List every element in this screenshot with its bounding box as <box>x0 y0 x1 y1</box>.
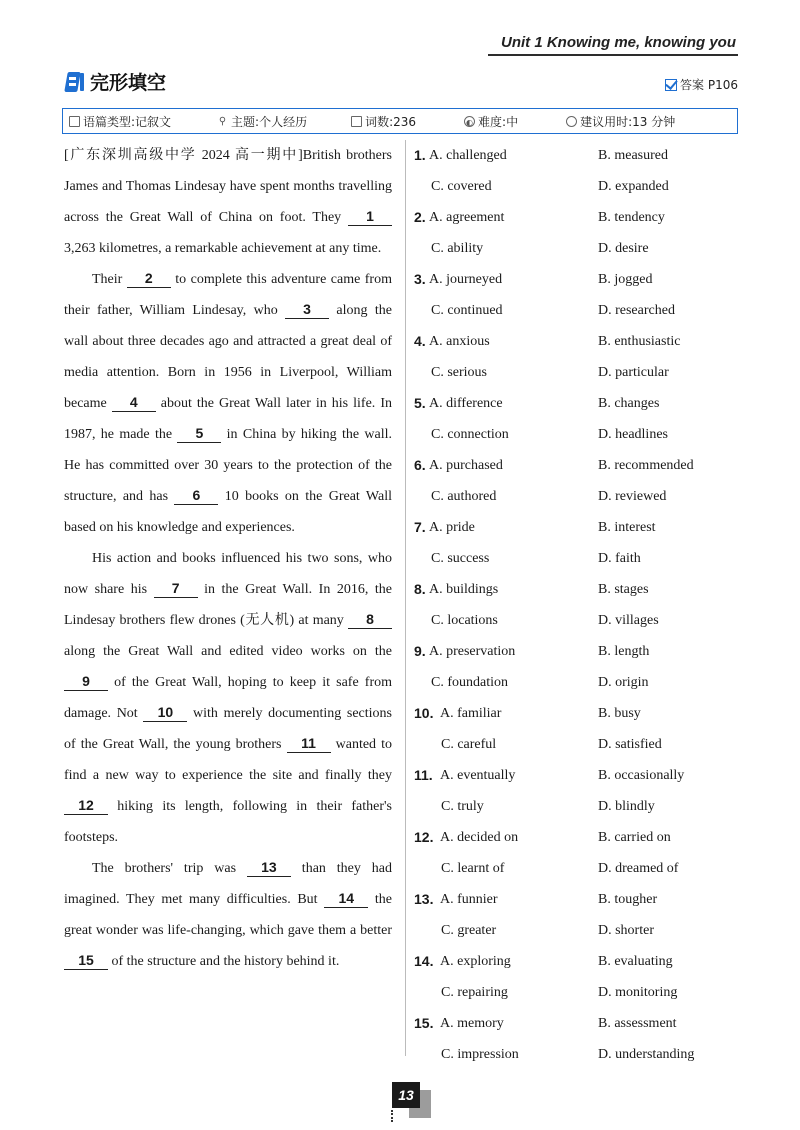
question-row <box>414 233 744 264</box>
count-icon <box>351 116 362 127</box>
difficulty-text: 难度:中 <box>478 114 519 129</box>
answer-ref-text: 答案 P106 <box>680 78 738 92</box>
page-number-badge <box>389 1082 433 1122</box>
blank-1[interactable]: 1 <box>348 207 392 226</box>
genre-text: 语篇类型:记叙文 <box>83 114 172 129</box>
unit-header: Unit 1 Knowing me, knowing you <box>501 34 736 51</box>
option-a[interactable]: A. buildings <box>429 582 499 597</box>
option-c[interactable]: C. success <box>431 551 490 566</box>
word-count-info <box>351 113 416 130</box>
option-d[interactable]: D. villages <box>598 613 659 628</box>
option-c[interactable]: C. locations <box>431 613 498 628</box>
time-info <box>566 113 675 130</box>
blank-11[interactable]: 11 <box>287 734 331 753</box>
option-d[interactable]: D. dreamed of <box>598 861 679 876</box>
option-a[interactable]: A. preservation <box>429 644 516 659</box>
paragraph-4: The brothers' trip was 13 than they had imagined. They met many difficulties. But 14 the great wonder was life-changing, which gave them a better 15 of the structure and the history behind it. <box>64 859 392 969</box>
option-c[interactable]: C. greater <box>441 923 497 938</box>
option-c[interactable]: C. covered <box>431 179 492 194</box>
blank-10[interactable]: 10 <box>143 703 187 722</box>
header-rule <box>488 54 738 56</box>
option-b[interactable]: B. tougher <box>598 892 658 907</box>
question-row <box>414 1008 744 1039</box>
blank-15[interactable]: 15 <box>64 951 108 970</box>
question-number: 1. <box>414 147 426 163</box>
blank-6[interactable]: 6 <box>174 486 218 505</box>
question-row <box>414 698 744 729</box>
option-b[interactable]: B. length <box>598 644 650 659</box>
question-number: 14. <box>414 953 434 969</box>
question-row <box>414 295 744 326</box>
option-b[interactable]: B. interest <box>598 520 656 535</box>
topic-text: 主题:个人经历 <box>231 114 308 129</box>
question-row <box>414 915 744 946</box>
question-number: 10. <box>414 705 434 721</box>
answer-options <box>414 140 744 1070</box>
question-number: 7. <box>414 519 426 535</box>
cloze-passage <box>64 140 392 977</box>
answer-reference <box>665 76 738 93</box>
question-row <box>414 481 744 512</box>
question-number: 5. <box>414 395 426 411</box>
option-b[interactable]: B. occasionally <box>598 768 685 783</box>
option-a[interactable]: A. challenged <box>429 148 507 163</box>
option-b[interactable]: B. assessment <box>598 1016 677 1031</box>
option-a[interactable]: A. exploring <box>440 954 511 969</box>
question-row <box>414 512 744 543</box>
option-c[interactable]: C. careful <box>441 737 497 752</box>
question-row <box>414 357 744 388</box>
option-d[interactable]: D. particular <box>598 365 669 380</box>
option-a[interactable]: A. funnier <box>440 892 498 907</box>
option-d[interactable]: D. headlines <box>598 427 668 442</box>
question-row <box>414 1039 744 1070</box>
option-d[interactable]: D. blindly <box>598 799 655 814</box>
option-a[interactable]: A. familiar <box>440 706 502 721</box>
blank-8[interactable]: 8 <box>348 610 392 629</box>
option-a[interactable]: A. difference <box>429 396 503 411</box>
brush-icon <box>64 70 86 94</box>
question-number: 11. <box>414 767 433 783</box>
question-row <box>414 977 744 1008</box>
option-c[interactable]: C. repairing <box>441 985 508 1000</box>
question-row <box>414 760 744 791</box>
question-number: 13. <box>414 891 434 907</box>
option-d[interactable]: D. expanded <box>598 179 669 194</box>
question-number: 6. <box>414 457 426 473</box>
clock-icon <box>566 116 577 127</box>
option-b[interactable]: B. tendency <box>598 210 665 225</box>
question-row <box>414 574 744 605</box>
question-row <box>414 884 744 915</box>
option-c[interactable]: C. impression <box>441 1047 519 1062</box>
option-a[interactable]: A. memory <box>440 1016 504 1031</box>
question-row <box>414 450 744 481</box>
time-text: 建议用时:13 分钟 <box>580 114 676 129</box>
blank-14[interactable]: 14 <box>324 889 368 908</box>
question-row <box>414 853 744 884</box>
section-title <box>64 68 166 95</box>
question-row <box>414 140 744 171</box>
blank-3[interactable]: 3 <box>285 300 329 319</box>
option-d[interactable]: D. desire <box>598 241 649 256</box>
option-b[interactable]: B. carried on <box>598 830 671 845</box>
page-badge-dots <box>391 1110 393 1122</box>
difficulty-icon: ◐ <box>464 116 475 127</box>
question-row <box>414 171 744 202</box>
question-row <box>414 264 744 295</box>
topic-info <box>217 113 307 130</box>
option-d[interactable]: D. shorter <box>598 923 654 938</box>
question-number: 8. <box>414 581 426 597</box>
blank-12[interactable]: 12 <box>64 796 108 815</box>
option-d[interactable]: D. reviewed <box>598 489 667 504</box>
option-b[interactable]: B. enthusiastic <box>598 334 681 349</box>
question-number: 3. <box>414 271 426 287</box>
blank-4[interactable]: 4 <box>112 393 156 412</box>
genre-info <box>69 113 171 130</box>
option-b[interactable]: B. stages <box>598 582 649 597</box>
info-bar <box>62 108 738 134</box>
question-row <box>414 605 744 636</box>
question-row <box>414 636 744 667</box>
question-row <box>414 791 744 822</box>
question-row <box>414 667 744 698</box>
question-row <box>414 729 744 760</box>
checkbox-icon <box>665 79 677 91</box>
blank-2[interactable]: 2 <box>127 269 171 288</box>
question-row <box>414 946 744 977</box>
option-c[interactable]: C. ability <box>431 241 484 256</box>
difficulty-info <box>464 113 518 130</box>
option-a[interactable]: A. eventually <box>440 768 516 783</box>
option-b[interactable]: B. recommended <box>598 458 694 473</box>
question-number: 15. <box>414 1015 434 1031</box>
blank-13[interactable]: 13 <box>247 858 291 877</box>
page-number: 13 <box>392 1082 420 1108</box>
blank-5[interactable]: 5 <box>177 424 221 443</box>
option-c[interactable]: C. continued <box>431 303 503 318</box>
question-row <box>414 388 744 419</box>
column-divider <box>405 140 406 1056</box>
option-b[interactable]: B. evaluating <box>598 954 673 969</box>
option-b[interactable]: B. busy <box>598 706 641 721</box>
option-b[interactable]: B. changes <box>598 396 660 411</box>
option-c[interactable]: C. connection <box>431 427 509 442</box>
option-c[interactable]: C. foundation <box>431 675 508 690</box>
question-row <box>414 822 744 853</box>
paragraph-1: [广东深圳高级中学 2024 高一期中]British brothers James and Thomas Lindesay have spent months travelling across the Great Wall of China on foot. They 1 3,263 kilometres, a remarkable achievement at any time. <box>64 148 393 256</box>
option-c[interactable]: C. learnt of <box>441 861 505 876</box>
option-d[interactable]: D. satisfied <box>598 737 662 752</box>
option-c[interactable]: C. authored <box>431 489 497 504</box>
option-d[interactable]: D. monitoring <box>598 985 678 1000</box>
blank-9[interactable]: 9 <box>64 672 108 691</box>
option-a[interactable]: A. purchased <box>429 458 503 473</box>
question-row <box>414 543 744 574</box>
blank-7[interactable]: 7 <box>154 579 198 598</box>
paragraph-3: His action and books influenced his two sons, who now share his 7 in the Great Wall. In 2016, the Lindesay brothers flew drones (无人机) at many 8 along the Great Wall and edited video works on the 9 of the Great Wall, hoping to keep it safe from damage. Not 10 with merely documenting sections of the Great Wall, the young brothers 11 wanted to find a new way to experience the site and finally they 12 hiking its length, following in their father's footsteps. <box>64 551 393 845</box>
option-d[interactable]: D. understanding <box>598 1047 695 1062</box>
option-d[interactable]: D. origin <box>598 675 649 690</box>
question-row <box>414 326 744 357</box>
section-title-text: 完形填空 <box>90 72 167 94</box>
option-c[interactable]: C. serious <box>431 365 487 380</box>
option-c[interactable]: C. truly <box>441 799 484 814</box>
option-a[interactable]: A. pride <box>429 520 475 535</box>
document-icon <box>69 116 80 127</box>
option-d[interactable]: D. faith <box>598 551 641 566</box>
search-icon: ⚲ <box>218 115 227 127</box>
option-a[interactable]: A. decided on <box>440 830 519 845</box>
paragraph-2: Their 2 to complete this adventure came from their father, William Lindesay, who 3 along the wall about three decades ago and attracted a great deal of media attention. Born in 1956 in Liverpool, William became 4 about the Great Wall later in his life. In 1987, he made the 5 in China by hiking the wall. He has committed over 30 years to the protection of the structure, and has 6 10 books on the Great Wall based on his knowledge and experiences. <box>64 270 393 535</box>
option-b[interactable]: B. measured <box>598 148 668 163</box>
option-a[interactable]: A. agreement <box>429 210 505 225</box>
option-a[interactable]: A. anxious <box>429 334 490 349</box>
option-a[interactable]: A. journeyed <box>429 272 503 287</box>
word-count-text: 词数:236 <box>365 114 417 129</box>
question-number: 2. <box>414 209 426 225</box>
question-number: 4. <box>414 333 426 349</box>
option-d[interactable]: D. researched <box>598 303 675 318</box>
question-row <box>414 419 744 450</box>
option-b[interactable]: B. jogged <box>598 272 653 287</box>
question-number: 9. <box>414 643 426 659</box>
question-row <box>414 202 744 233</box>
question-number: 12. <box>414 829 434 845</box>
